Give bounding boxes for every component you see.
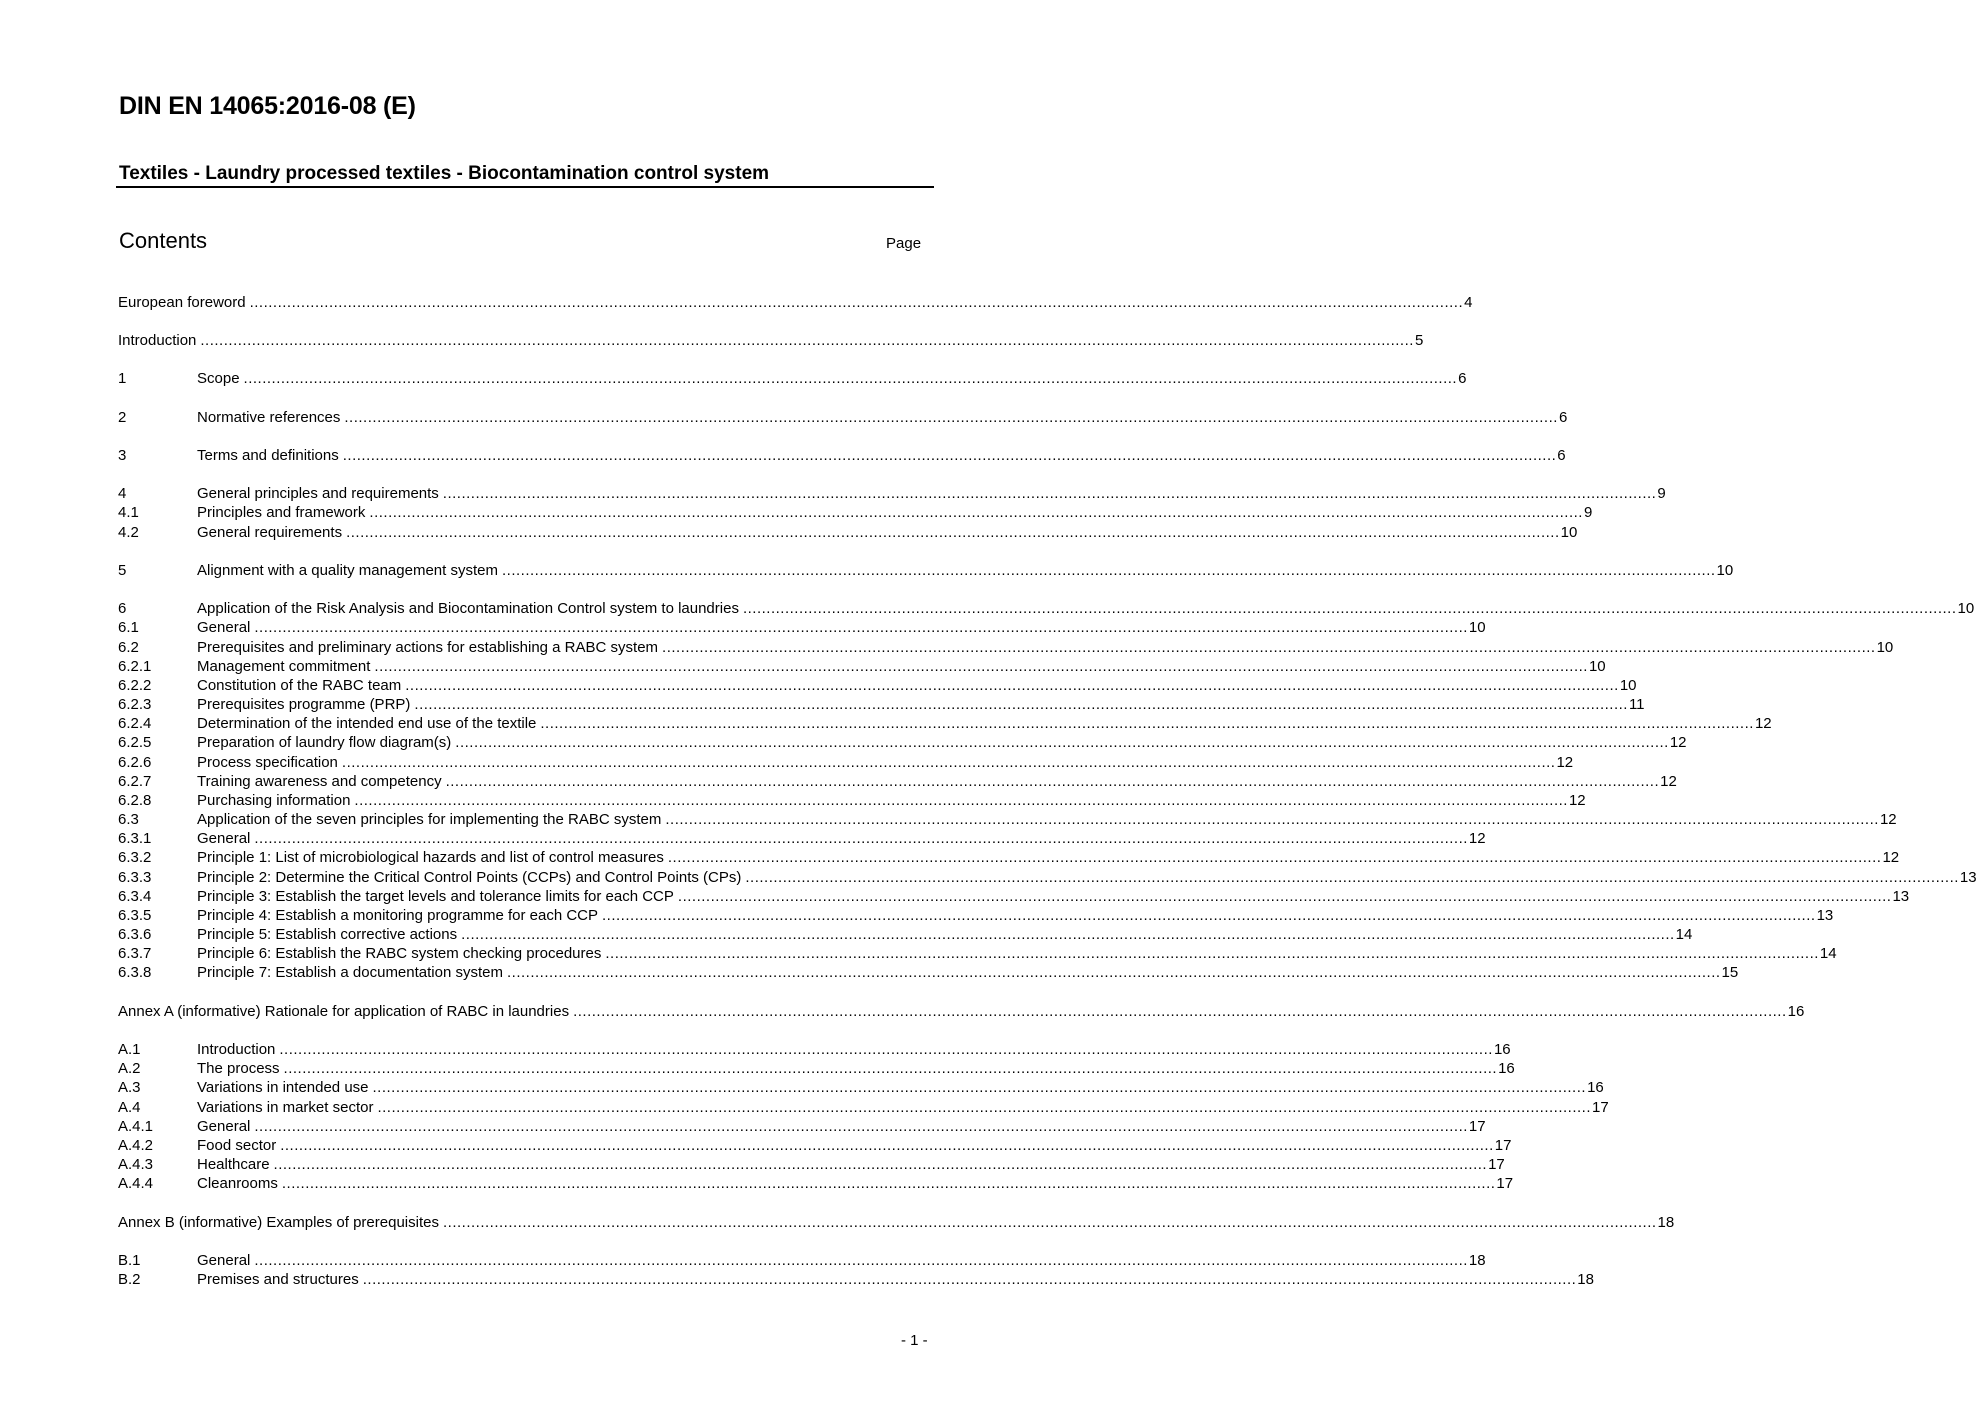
toc-entry[interactable] xyxy=(118,772,1677,791)
toc-entry[interactable] xyxy=(118,503,1593,522)
toc-entry[interactable] xyxy=(118,484,1666,503)
toc-entry[interactable] xyxy=(118,791,1586,810)
toc-entry-page: 12 xyxy=(1669,734,1687,751)
title-rule xyxy=(116,186,934,188)
toc-entry[interactable] xyxy=(118,848,1900,867)
toc-entry[interactable] xyxy=(118,1078,1604,1097)
toc-dot-leader: .................................................................................................................................................................................................................................................................... xyxy=(405,677,1619,694)
toc-entry[interactable] xyxy=(118,868,1977,887)
toc-entry-title: Food sector xyxy=(197,1137,277,1154)
toc-entry-page: 9 xyxy=(1657,485,1666,502)
toc-dot-leader: .................................................................................................................................................................................................................................................................... xyxy=(254,619,1468,636)
toc-entry-title: General xyxy=(197,619,251,636)
toc-entry-page: 14 xyxy=(1819,945,1837,962)
toc-entry[interactable] xyxy=(118,1213,1675,1232)
toc-entry-number: 6.3 xyxy=(118,811,139,828)
toc-entry-title: Introduction xyxy=(197,1041,276,1058)
toc-entry-title: Variations in market sector xyxy=(197,1099,374,1116)
toc-dot-leader: .................................................................................................................................................................................................................................................................... xyxy=(254,1252,1468,1269)
toc-entry-title: European foreword xyxy=(118,294,246,311)
toc-entry[interactable] xyxy=(118,829,1486,848)
toc-entry[interactable] xyxy=(118,1270,1594,1289)
toc-entry-number: 6.3.7 xyxy=(118,945,152,962)
toc-entry[interactable] xyxy=(118,1155,1505,1174)
toc-entry-number: 4 xyxy=(118,485,127,502)
toc-entry[interactable] xyxy=(118,1059,1515,1078)
toc-entry[interactable] xyxy=(118,657,1606,676)
toc-entry-title: General xyxy=(197,830,251,847)
toc-entry-number: 3 xyxy=(118,447,127,464)
toc-entry-number: A.4.4 xyxy=(118,1175,154,1192)
toc-dot-leader: .................................................................................................................................................................................................................................................................... xyxy=(602,907,1816,924)
toc-entry-number: A.2 xyxy=(118,1060,141,1077)
toc-entry-page: 17 xyxy=(1496,1175,1514,1192)
toc-dot-leader: .................................................................................................................................................................................................................................................................... xyxy=(374,658,1588,675)
toc-entry-page: 16 xyxy=(1498,1060,1515,1077)
toc-entry-title: Principle 4: Establish a monitoring programme for each CCP xyxy=(197,907,599,924)
toc-dot-leader: .................................................................................................................................................................................................................................................................... xyxy=(283,1060,1498,1077)
toc-dot-leader: .................................................................................................................................................................................................................................................................... xyxy=(280,1137,1494,1154)
toc-entry-number: A.4 xyxy=(118,1099,141,1116)
toc-entry-number: B.1 xyxy=(118,1252,141,1269)
toc-dot-leader: .................................................................................................................................................................................................................................................................... xyxy=(455,734,1669,751)
toc-entry[interactable] xyxy=(118,293,1473,312)
toc-entry-number: 6.2.7 xyxy=(118,773,152,790)
document-id: DIN EN 14065:2016-08 (E) xyxy=(119,92,416,120)
toc-entry-number: 6.3.8 xyxy=(118,964,152,981)
toc-dot-leader: .................................................................................................................................................................................................................................................................... xyxy=(667,849,1882,866)
toc-entry-number: A.4.2 xyxy=(118,1137,154,1154)
toc-entry-number: 6.1 xyxy=(118,619,139,636)
toc-entry-page: 6 xyxy=(1458,370,1467,387)
toc-entry[interactable] xyxy=(118,331,1424,350)
toc-dot-leader: .................................................................................................................................................................................................................................................................... xyxy=(461,926,1675,943)
toc-entry-number: 6.2 xyxy=(118,639,139,656)
toc-entry[interactable] xyxy=(118,369,1467,388)
toc-entry[interactable] xyxy=(118,1117,1486,1136)
toc-entry-title: Annex B (informative) Examples of prerequisites xyxy=(118,1214,439,1231)
toc-entry-number: 6.2.6 xyxy=(118,754,152,771)
contents-heading: Contents xyxy=(119,228,208,253)
toc-dot-leader: .................................................................................................................................................................................................................................................................... xyxy=(442,1214,1657,1231)
toc-dot-leader: .................................................................................................................................................................................................................................................................... xyxy=(742,600,1957,617)
toc-entry-page: 5 xyxy=(1414,332,1424,349)
toc-dot-leader: .................................................................................................................................................................................................................................................................... xyxy=(414,696,1628,713)
toc-entry-number: A.4.1 xyxy=(118,1118,154,1135)
toc-entry-title: Principle 5: Establish corrective actions xyxy=(197,926,458,943)
toc-entry-page: 13 xyxy=(1816,907,1834,924)
toc-entry-title: Prerequisites programme (PRP) xyxy=(197,696,411,713)
toc-entry-title: Scope xyxy=(197,370,240,387)
toc-entry-number: 4.2 xyxy=(118,524,139,541)
toc-entry-title: Purchasing information xyxy=(197,792,351,809)
toc-entry-page: 10 xyxy=(1588,658,1606,675)
toc-dot-leader: .................................................................................................................................................................................................................................................................... xyxy=(254,830,1468,847)
toc-entry-title: Premises and structures xyxy=(197,1271,359,1288)
toc-entry[interactable] xyxy=(118,618,1486,637)
toc-entry-page: 18 xyxy=(1657,1214,1675,1231)
toc-entry-page: 10 xyxy=(1957,600,1975,617)
toc-entry-title: General principles and requirements xyxy=(197,485,439,502)
toc-dot-leader: .................................................................................................................................................................................................................................................................... xyxy=(273,1156,1488,1173)
toc-entry-number: 6.3.6 xyxy=(118,926,152,943)
toc-entry[interactable] xyxy=(118,561,1734,580)
toc-entry-number: A.3 xyxy=(118,1079,141,1096)
toc-entry-title: General xyxy=(197,1118,251,1135)
toc-entry-page: 16 xyxy=(1787,1003,1805,1020)
toc-entry-number: 5 xyxy=(118,562,127,579)
toc-entry-title: Healthcare xyxy=(197,1156,270,1173)
toc-entry-number: 6.2.3 xyxy=(118,696,152,713)
toc-entry[interactable] xyxy=(118,733,1687,752)
toc-dot-leader: .................................................................................................................................................................................................................................................................... xyxy=(372,1079,1587,1096)
toc-dot-leader: .................................................................................................................................................................................................................................................................... xyxy=(445,773,1660,790)
toc-entry-title: Training awareness and competency xyxy=(197,773,442,790)
toc-entry[interactable] xyxy=(118,1098,1609,1117)
toc-entry[interactable] xyxy=(118,408,1568,427)
toc-dot-leader: .................................................................................................................................................................................................................................................................... xyxy=(354,792,1568,809)
toc-entry-title: Management commitment xyxy=(197,658,371,675)
document-title: Textiles - Laundry processed textiles - Biocontamination control system xyxy=(119,163,770,184)
toc-entry-title: Principle 7: Establish a documentation system xyxy=(197,964,503,981)
toc-entry-title: Principle 1: List of microbiological hazards and list of control measures xyxy=(197,849,664,866)
toc-entry-page: 6 xyxy=(1557,447,1566,464)
toc-dot-leader: .................................................................................................................................................................................................................................................................... xyxy=(249,294,1464,311)
toc-entry[interactable] xyxy=(118,963,1739,982)
toc-entry-title: Prerequisites and preliminary actions for establishing a RABC system xyxy=(197,639,659,656)
toc-entry-number: 6.3.1 xyxy=(118,830,152,847)
toc-dot-leader: .................................................................................................................................................................................................................................................................... xyxy=(677,888,1892,905)
toc-dot-leader: .................................................................................................................................................................................................................................................................... xyxy=(243,370,1458,387)
toc-entry[interactable] xyxy=(118,925,1693,944)
toc-dot-leader: .................................................................................................................................................................................................................................................................... xyxy=(605,945,1819,962)
toc-entry-number: 6.2.4 xyxy=(118,715,152,732)
toc-entry-title: Principle 3: Establish the target levels and tolerance limits for each CCP xyxy=(197,888,674,905)
toc-entry-number: A.4.3 xyxy=(118,1156,154,1173)
toc-entry[interactable] xyxy=(118,944,1837,963)
toc-entry[interactable] xyxy=(118,906,1834,925)
toc-entry-number: A.1 xyxy=(118,1041,141,1058)
toc-entry-title: Application of the seven principles for implementing the RABC system xyxy=(197,811,662,828)
toc-entry-page: 15 xyxy=(1721,964,1739,981)
toc-dot-leader: .................................................................................................................................................................................................................................................................... xyxy=(369,504,1583,521)
toc-entry-number: 6.3.3 xyxy=(118,869,152,886)
toc-dot-leader: .................................................................................................................................................................................................................................................................... xyxy=(342,447,1557,464)
toc-entry-title: General xyxy=(197,1252,251,1269)
toc-entry-title: Application of the Risk Analysis and Biocontamination Control system to laundries xyxy=(197,600,739,617)
toc-dot-leader: .................................................................................................................................................................................................................................................................... xyxy=(344,409,1558,426)
toc-entry[interactable] xyxy=(118,599,1975,618)
toc-entry-page: 6 xyxy=(1558,409,1568,426)
toc-entry-title: The process xyxy=(197,1060,280,1077)
toc-entry-page: 9 xyxy=(1583,504,1593,521)
toc-entry-title: Principle 2: Determine the Critical Control Points (CCPs) and Control Points (CPs) xyxy=(197,869,742,886)
toc-dot-leader: .................................................................................................................................................................................................................................................................... xyxy=(442,485,1657,502)
toc-entry[interactable] xyxy=(118,1174,1514,1193)
toc-entry[interactable] xyxy=(118,1040,1511,1059)
toc-dot-leader: .................................................................................................................................................................................................................................................................... xyxy=(254,1118,1468,1135)
toc-entry-page: 10 xyxy=(1619,677,1637,694)
toc-entry-title: Principle 6: Establish the RABC system checking procedures xyxy=(197,945,602,962)
toc-entry[interactable] xyxy=(118,714,1772,733)
toc-dot-leader: .................................................................................................................................................................................................................................................................... xyxy=(362,1271,1577,1288)
toc-entry-number: 1 xyxy=(118,370,127,387)
toc-entry-page: 10 xyxy=(1876,639,1894,656)
toc-entry-page: 12 xyxy=(1568,792,1586,809)
toc-entry-page: 11 xyxy=(1628,696,1645,713)
toc-entry-page: 12 xyxy=(1879,811,1897,828)
toc-entry-number: B.2 xyxy=(118,1271,141,1288)
toc-entry-page: 16 xyxy=(1587,1079,1604,1096)
toc-entry-page: 17 xyxy=(1592,1099,1609,1116)
toc-entry-number: 6.2.1 xyxy=(118,658,152,675)
toc-entry-page: 12 xyxy=(1882,849,1900,866)
toc-dot-leader: .................................................................................................................................................................................................................................................................... xyxy=(281,1175,1496,1192)
toc-entry-page: 13 xyxy=(1892,888,1910,905)
page-column-heading: Page xyxy=(886,235,922,252)
toc-entry-title: Determination of the intended end use of the textile xyxy=(197,715,537,732)
toc-entry-title: Constitution of the RABC team xyxy=(197,677,402,694)
toc-entry-page: 10 xyxy=(1560,524,1578,541)
toc-entry-title: Preparation of laundry flow diagram(s) xyxy=(197,734,452,751)
toc-entry[interactable] xyxy=(118,446,1566,465)
toc-entry-title: Principles and framework xyxy=(197,504,366,521)
footer-page-number: - 1 - xyxy=(901,1332,928,1349)
toc-entry[interactable] xyxy=(118,1002,1805,1021)
toc-entry-number: 6.2.5 xyxy=(118,734,152,751)
toc-entry-title: General requirements xyxy=(197,524,343,541)
toc-entry[interactable] xyxy=(118,523,1578,542)
toc-dot-leader: .................................................................................................................................................................................................................................................................... xyxy=(341,754,1556,771)
toc-entry-number: 4.1 xyxy=(118,504,139,521)
toc-entry-page: 12 xyxy=(1660,773,1677,790)
toc-entry[interactable] xyxy=(118,887,1910,906)
toc-entry-number: 6 xyxy=(118,600,127,617)
toc-entry-page: 14 xyxy=(1675,926,1693,943)
toc-entry-number: 6.2.8 xyxy=(118,792,152,809)
toc-entry-page: 12 xyxy=(1468,830,1486,847)
toc-entry-title: Alignment with a quality management system xyxy=(197,562,498,579)
toc-entry-number: 6.2.2 xyxy=(118,677,152,694)
toc-entry[interactable] xyxy=(118,1251,1486,1270)
toc-entry[interactable] xyxy=(118,1136,1512,1155)
toc-dot-leader: .................................................................................................................................................................................................................................................................... xyxy=(573,1003,1787,1020)
toc-entry[interactable] xyxy=(118,810,1897,829)
toc-entry-page: 17 xyxy=(1488,1156,1505,1173)
toc-entry-page: 17 xyxy=(1468,1118,1486,1135)
toc-entry-page: 12 xyxy=(1754,715,1772,732)
toc-entry-page: 10 xyxy=(1716,562,1734,579)
toc-entry-page: 18 xyxy=(1468,1252,1486,1269)
toc-dot-leader: .................................................................................................................................................................................................................................................................... xyxy=(377,1099,1592,1116)
toc-dot-leader: .................................................................................................................................................................................................................................................................... xyxy=(279,1041,1493,1058)
toc-dot-leader: .................................................................................................................................................................................................................................................................... xyxy=(200,332,1414,349)
toc-entry-title: Annex A (informative) Rationale for application of RABC in laundries xyxy=(118,1003,570,1020)
toc-dot-leader: .................................................................................................................................................................................................................................................................... xyxy=(665,811,1879,828)
toc-entry-title: Terms and definitions xyxy=(197,447,339,464)
toc-entry-title: Introduction xyxy=(118,332,197,349)
toc-dot-leader: .................................................................................................................................................................................................................................................................... xyxy=(506,964,1721,981)
toc-dot-leader: .................................................................................................................................................................................................................................................................... xyxy=(662,639,1876,656)
toc-entry-page: 18 xyxy=(1577,1271,1594,1288)
toc-entry-number: 6.3.2 xyxy=(118,849,152,866)
toc-entry[interactable] xyxy=(118,695,1645,714)
toc-dot-leader: .................................................................................................................................................................................................................................................................... xyxy=(346,524,1560,541)
toc-dot-leader: .................................................................................................................................................................................................................................................................... xyxy=(745,869,1959,886)
toc-entry-page: 17 xyxy=(1494,1137,1512,1154)
toc-entry-title: Variations in intended use xyxy=(197,1079,369,1096)
toc-dot-leader: .................................................................................................................................................................................................................................................................... xyxy=(501,562,1716,579)
toc-entry-page: 10 xyxy=(1468,619,1486,636)
toc-entry[interactable] xyxy=(118,676,1637,695)
toc-entry-page: 12 xyxy=(1556,754,1574,771)
toc-entry-page: 16 xyxy=(1493,1041,1511,1058)
toc-dot-leader: .................................................................................................................................................................................................................................................................... xyxy=(540,715,1754,732)
toc-entry-number: 6.3.4 xyxy=(118,888,152,905)
toc-entry-number: 6.3.5 xyxy=(118,907,152,924)
toc-entry-title: Cleanrooms xyxy=(197,1175,278,1192)
toc-entry-page: 13 xyxy=(1959,869,1977,886)
toc-entry-page: 4 xyxy=(1464,294,1473,311)
toc-entry-title: Normative references xyxy=(197,409,341,426)
toc-entry[interactable] xyxy=(118,753,1574,772)
toc-entry-title: Process specification xyxy=(197,754,338,771)
toc-entry[interactable] xyxy=(118,638,1894,657)
toc-entry-number: 2 xyxy=(118,409,127,426)
